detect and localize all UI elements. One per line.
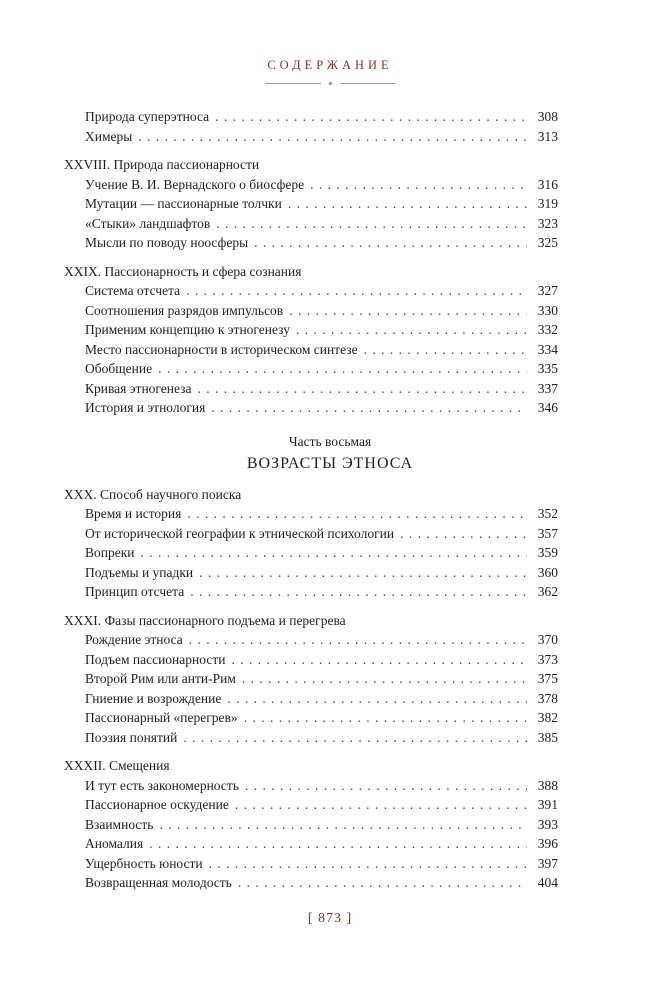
dot-leader bbox=[138, 127, 527, 147]
entry-list bbox=[64, 175, 558, 253]
entry-title: Взаимность bbox=[85, 816, 154, 832]
entry-list bbox=[64, 281, 558, 418]
toc-entry bbox=[85, 398, 558, 418]
page-header-title: СОДЕРЖАНИЕ bbox=[267, 58, 393, 72]
dot-leader bbox=[211, 398, 527, 418]
toc-entry bbox=[85, 175, 558, 195]
toc-entry bbox=[85, 582, 558, 602]
dot-leader bbox=[186, 281, 527, 301]
page-footer bbox=[0, 909, 660, 1001]
entry-title: Соотношения разрядов импульсов bbox=[85, 302, 284, 318]
part-title: ВОЗРАСТЫ ЭТНОСА bbox=[246, 454, 414, 472]
rule-line-left bbox=[265, 83, 321, 84]
entry-title: Мысли по поводу ноосферы bbox=[85, 235, 249, 250]
dot-leader bbox=[215, 107, 527, 127]
dot-leader bbox=[187, 504, 527, 524]
entry-title: Кривая этногенеза bbox=[85, 380, 192, 396]
toc-entry bbox=[85, 795, 558, 815]
entry-page-number: 330 bbox=[537, 302, 558, 318]
dot-leader bbox=[159, 815, 527, 835]
entry-title: Учение В. И. Вернадского о биосфере bbox=[85, 176, 305, 192]
section-heading: XXX. Способ научного поиска bbox=[64, 486, 242, 502]
entry-title: Гниение и возрождение bbox=[85, 690, 222, 706]
toc-entry bbox=[85, 359, 558, 379]
dot-leader bbox=[189, 630, 527, 650]
entry-title: Мутации — пассионарные толчки bbox=[85, 196, 282, 211]
toc-entry bbox=[85, 340, 558, 360]
entry-page-number: 327 bbox=[537, 283, 558, 298]
entry-page-number: 334 bbox=[537, 341, 558, 357]
entry-page-number: 373 bbox=[537, 651, 558, 667]
entry-page-number: 346 bbox=[537, 400, 558, 415]
entry-title: Время и история bbox=[85, 506, 182, 521]
entry-page-number: 352 bbox=[537, 506, 558, 521]
toc-entry bbox=[85, 650, 558, 670]
entry-title: Обобщение bbox=[85, 361, 153, 376]
section-heading: XXXII. Смещения bbox=[64, 758, 170, 773]
entry-title: Поэзия понятий bbox=[85, 729, 178, 745]
dot-leader bbox=[231, 650, 527, 670]
dot-leader bbox=[209, 854, 527, 874]
dot-leader bbox=[199, 563, 527, 583]
section-heading: XXVIII. Природа пассионарности bbox=[64, 157, 260, 172]
entry-list bbox=[64, 504, 558, 602]
entry-page-number: 375 bbox=[537, 671, 558, 686]
dot-leader bbox=[310, 175, 527, 195]
dot-leader bbox=[242, 669, 527, 689]
toc-entry bbox=[85, 194, 558, 214]
entry-page-number: 404 bbox=[537, 875, 558, 890]
dot-leader bbox=[296, 320, 527, 340]
header-ornament-rule bbox=[0, 82, 660, 85]
entry-title: Природа суперэтноса bbox=[85, 109, 210, 124]
entry-page-number: 359 bbox=[537, 545, 558, 560]
page-header bbox=[0, 58, 660, 85]
entry-title: От исторической географии к этнической психологии bbox=[85, 525, 395, 541]
entry-title: Подъемы и упадки bbox=[85, 564, 194, 580]
entry-page-number: 370 bbox=[537, 632, 558, 647]
dot-leader bbox=[289, 301, 527, 321]
entry-title: Аномалия bbox=[85, 836, 144, 851]
entry-page-number: 397 bbox=[537, 855, 558, 871]
folio-page-number: [ 873 ] bbox=[307, 911, 353, 926]
entry-page-number: 393 bbox=[537, 816, 558, 832]
entry-page-number: 308 bbox=[537, 109, 558, 124]
toc-section bbox=[64, 262, 558, 418]
dot-leader bbox=[190, 582, 527, 602]
toc-entry bbox=[85, 834, 558, 854]
toc-entry bbox=[85, 320, 558, 340]
entry-title: История и этнология bbox=[85, 400, 206, 415]
part-name: Часть восьмая bbox=[288, 433, 372, 449]
entry-page-number: 357 bbox=[537, 525, 558, 541]
entry-page-number: 385 bbox=[537, 729, 558, 745]
entry-title: Принцип отсчета bbox=[85, 584, 185, 599]
entry-title: «Стыки» ландшафтов bbox=[85, 215, 211, 231]
entry-page-number: 362 bbox=[537, 584, 558, 599]
entry-page-number: 323 bbox=[537, 215, 558, 231]
rule-diamond-icon bbox=[328, 81, 332, 85]
entry-page-number: 337 bbox=[537, 380, 558, 396]
dot-leader bbox=[400, 524, 527, 544]
entry-page-number: 319 bbox=[537, 196, 558, 211]
toc-entry bbox=[85, 815, 558, 835]
toc-entry bbox=[85, 233, 558, 253]
toc-entry bbox=[85, 543, 558, 563]
dot-leader bbox=[238, 873, 527, 893]
dot-leader bbox=[158, 359, 527, 379]
toc-entry bbox=[85, 214, 558, 234]
entry-list bbox=[64, 107, 558, 146]
toc-entry bbox=[85, 728, 558, 748]
entry-page-number: 360 bbox=[537, 564, 558, 580]
entry-page-number: 396 bbox=[537, 836, 558, 851]
entry-page-number: 332 bbox=[537, 322, 558, 337]
section-heading: XXXI. Фазы пассионарного подъема и перегрева bbox=[64, 612, 346, 628]
toc-entry bbox=[85, 379, 558, 399]
toc-entry bbox=[85, 504, 558, 524]
entry-title: Применим концепцию к этногенезу bbox=[85, 322, 290, 337]
entry-page-number: 313 bbox=[537, 128, 558, 144]
entry-title: Подъем пассионарности bbox=[85, 651, 226, 667]
dot-leader bbox=[245, 776, 527, 796]
entry-list bbox=[64, 776, 558, 893]
entry-title: Пассионарное оскудение bbox=[85, 797, 229, 812]
rule-line-right bbox=[340, 83, 396, 84]
toc-entry bbox=[85, 669, 558, 689]
entry-title: Ущербность юности bbox=[85, 855, 203, 871]
entry-page-number: 325 bbox=[537, 235, 558, 250]
toc-section bbox=[64, 611, 558, 748]
toc-entry bbox=[85, 563, 558, 583]
dot-leader bbox=[141, 543, 527, 563]
table-of-contents bbox=[0, 107, 660, 893]
entry-list bbox=[64, 630, 558, 747]
entry-title: Место пассионарности в историческом синтезе bbox=[85, 341, 358, 357]
entry-title: Рождение этноса bbox=[85, 632, 183, 647]
toc-entry bbox=[85, 854, 558, 874]
entry-title: И тут есть закономерность bbox=[85, 777, 239, 793]
toc-section bbox=[64, 155, 558, 253]
entry-page-number: 391 bbox=[537, 797, 558, 812]
entry-page-number: 388 bbox=[537, 777, 558, 793]
dot-leader bbox=[227, 689, 527, 709]
dot-leader bbox=[364, 340, 527, 360]
toc-entry bbox=[85, 301, 558, 321]
toc-entry bbox=[85, 873, 558, 893]
entry-title: Второй Рим или анти-Рим bbox=[85, 671, 236, 686]
entry-title: Химеры bbox=[85, 128, 133, 144]
toc-entry bbox=[85, 524, 558, 544]
dot-leader bbox=[235, 795, 527, 815]
entry-page-number: 335 bbox=[537, 361, 558, 376]
dot-leader bbox=[216, 214, 527, 234]
toc-entry bbox=[85, 708, 558, 728]
toc-section bbox=[64, 756, 558, 893]
entry-title: Система отсчета bbox=[85, 283, 181, 298]
dot-leader bbox=[254, 233, 527, 253]
toc-entry bbox=[85, 630, 558, 650]
entry-title: Пассионарный «перегрев» bbox=[85, 710, 238, 725]
dot-leader bbox=[244, 708, 527, 728]
entry-title: Возвращенная молодость bbox=[85, 875, 232, 890]
toc-entry bbox=[85, 127, 558, 147]
toc-section bbox=[64, 107, 558, 146]
entry-page-number: 378 bbox=[537, 690, 558, 706]
dot-leader bbox=[149, 834, 527, 854]
part-divider bbox=[0, 432, 660, 476]
entry-title: Вопреки bbox=[85, 545, 135, 560]
dot-leader bbox=[183, 728, 527, 748]
dot-leader bbox=[288, 194, 527, 214]
toc-entry bbox=[85, 689, 558, 709]
toc-entry bbox=[85, 281, 558, 301]
toc-entry bbox=[85, 776, 558, 796]
toc-section bbox=[64, 485, 558, 602]
section-heading: XXIX. Пассионарность и сфера сознания bbox=[64, 263, 302, 279]
entry-page-number: 382 bbox=[537, 710, 558, 725]
entry-page-number: 316 bbox=[537, 176, 558, 192]
toc-entry bbox=[85, 107, 558, 127]
dot-leader bbox=[197, 379, 527, 399]
